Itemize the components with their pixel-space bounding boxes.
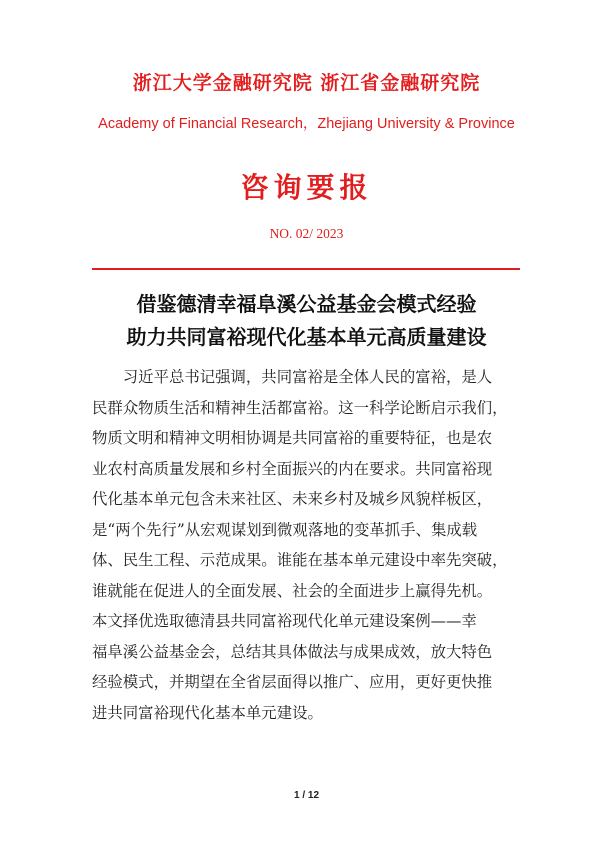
header-divider — [92, 268, 520, 270]
body-line: 是“两个先行”从宏观谋划到微观落地的变革抓手、集成载 — [92, 520, 478, 539]
body-line: 谁就能在促进人的全面发展、社会的全面进步上赢得先机。 — [92, 581, 493, 600]
report-title: 咨询要报 — [240, 171, 373, 204]
article-body — [92, 362, 532, 728]
body-line: 习近平总书记强调，共同富裕是全体人民的富裕，是人 — [92, 368, 493, 386]
body-line: 本文择优选取德清县共同富裕现代化单元建设案例——幸 — [92, 612, 477, 630]
body-line: 经验模式，并期望在全省层面得以推广、应用，更好更快推 — [92, 673, 493, 691]
institutions-chinese: 浙江大学金融研究院 浙江省金融研究院 — [132, 72, 481, 94]
body-line: 体、民生工程、示范成果。谁能在基本单元建设中率先突破， — [92, 551, 508, 569]
article-title-line: 助力共同富裕现代化基本单元高质量建设 — [126, 325, 487, 349]
article-title — [0, 288, 613, 354]
page-number: 1 / 12 — [293, 790, 320, 801]
institutions-english: Academy of Financial Research，Zhejiang University & Province — [98, 116, 515, 132]
body-line: 进共同富裕现代化基本单元建设。 — [92, 703, 323, 722]
body-line: 代化基本单元包含未来社区、未来乡村及城乡风貌样板区， — [92, 490, 493, 508]
body-line: 民群众物质生活和精神生活都富裕。这一科学论断启示我们， — [92, 398, 508, 417]
report-number: NO. 02/ 2023 — [269, 226, 344, 241]
body-line: 福阜溪公益基金会，总结其具体做法与成果成效，放大特色 — [92, 642, 493, 661]
body-line: 物质文明和精神文明相协调是共同富裕的重要特征，也是农 — [92, 429, 493, 447]
article-title-line: 借鉴德清幸福阜溪公益基金会模式经验 — [136, 292, 477, 316]
body-line: 业农村高质量发展和乡村全面振兴的内在要求。共同富裕现 — [92, 459, 493, 478]
